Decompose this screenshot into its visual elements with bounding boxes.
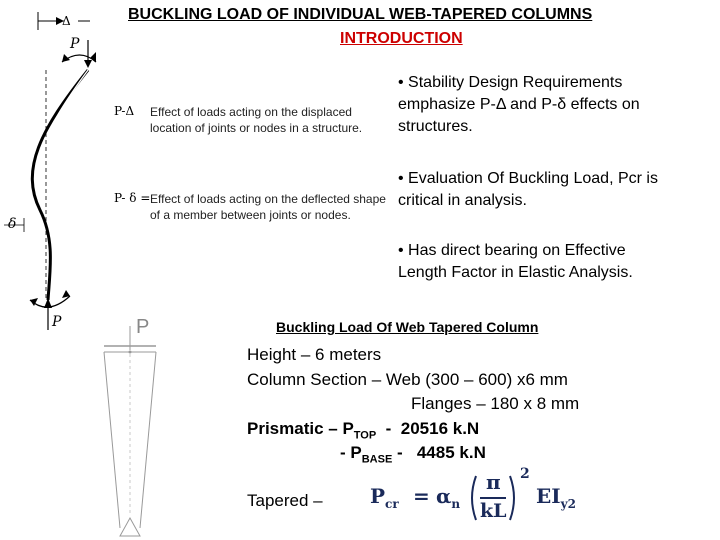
bullet-effective-length: • Has direct bearing on Effective Length Factor in Elastic Analysis. bbox=[398, 242, 633, 281]
deflected-member-outer bbox=[32, 70, 88, 300]
formula-alpha: $\alpha_n$ bbox=[436, 484, 461, 511]
bottom-load-arrowhead-icon bbox=[44, 298, 52, 308]
small-delta-label: δ bbox=[8, 216, 17, 232]
spec-column-section: Column Section – Web (300 – 600) x6 mm bbox=[247, 369, 568, 389]
pin-support-icon bbox=[120, 518, 140, 536]
column-p-label: P bbox=[136, 316, 150, 338]
formula-pi: π bbox=[486, 470, 501, 494]
p-small-delta-label: P- δ = bbox=[114, 191, 151, 205]
formula-exponent: 2 bbox=[520, 466, 530, 482]
section-heading: Buckling Load Of Web Tapered Column bbox=[276, 319, 539, 335]
formula-kl: kL bbox=[480, 500, 507, 522]
bullet-stability: • Stability Design Requirements emphasize P-Δ and P-δ effects on structures. bbox=[398, 74, 640, 135]
tapered-column-diagram bbox=[90, 318, 170, 540]
spec-height: Height – 6 meters bbox=[247, 345, 382, 364]
bullet-evaluation: • Evaluation Of Buckling Load, Pcr is critical in analysis. bbox=[398, 170, 658, 209]
buckling-formula bbox=[370, 466, 590, 526]
p-delta-label: P-Δ bbox=[114, 104, 135, 118]
spec-prismatic-top: Prismatic – $P_{TOP} - 20516$ k.N bbox=[247, 418, 480, 441]
formula-lhs: $P_{cr}$ bbox=[370, 484, 399, 511]
delta-top-label: Δ bbox=[62, 14, 71, 28]
formula-equals: = bbox=[413, 484, 430, 508]
spec-flanges: Flanges – 180 x 8 mm bbox=[411, 394, 580, 413]
top-load-arrowhead-icon bbox=[84, 60, 92, 68]
p-bottom-label: P bbox=[52, 314, 62, 330]
page-subtitle: INTRODUCTION bbox=[340, 30, 463, 47]
spec-prismatic-base: - $P_{BASE} - 4485$ k.N bbox=[340, 443, 486, 466]
p-small-delta-note: Effect of loads acting on the deflected shape of a member between joints or nodes. bbox=[150, 192, 386, 222]
deflected-column-diagram bbox=[0, 0, 200, 340]
formula-ei: $EI_{y2}$ bbox=[536, 484, 576, 511]
p-delta-note: Effect of loads acting on the displaced location of joints or nodes in a structure. bbox=[150, 105, 363, 135]
spec-tapered: Tapered – bbox=[247, 491, 323, 510]
p-top-label: P bbox=[70, 36, 80, 52]
page-title: BUCKLING LOAD OF INDIVIDUAL WEB-TAPERED COLUMNS bbox=[128, 6, 593, 23]
